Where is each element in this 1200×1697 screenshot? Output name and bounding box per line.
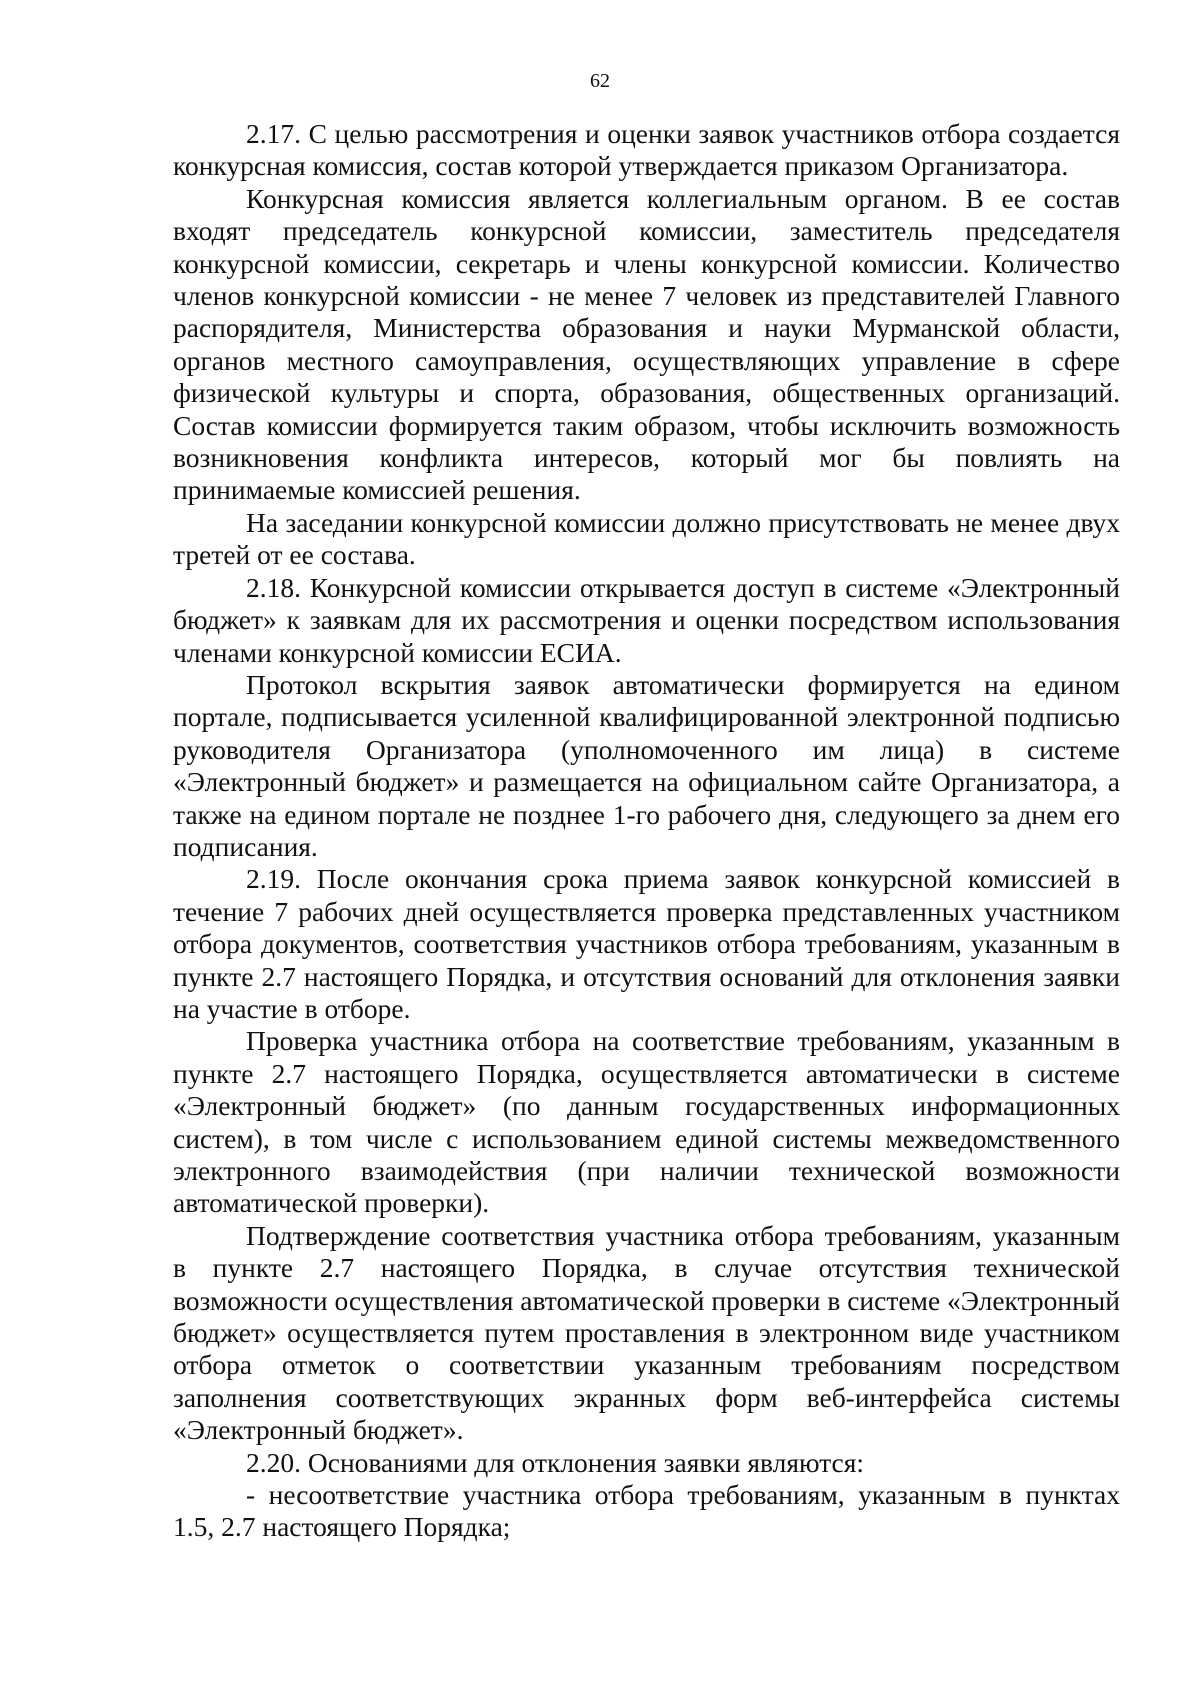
document-body	[173, 118, 1120, 1544]
paragraph-quorum: На заседании конкурсной комиссии должно присутствовать не менее двух третей от ее состава.	[173, 506, 1120, 571]
paragraph-2-18: 2.18. Конкурсной комиссии открывается доступ в системе «Электронный бюджет» к заявкам для их рассмотрения и оценки посредством использования членами конкурсной комиссии ЕСИА.	[173, 571, 1120, 668]
paragraph-opening-protocol: Протокол вскрытия заявок автоматически формируется на едином портале, подписывается усиленной квалифицированной электронной подписью руководителя Организатора (уполномоченного им лица) в системе «Электронный бюджет» и размещается на официальном сайте Организатора, а также на едином портале не позднее 1-го рабочего дня, следующего за днем его подписания.	[173, 668, 1120, 862]
paragraph-confirmation: Подтверждение соответствия участника отбора требованиям, указанным в пункте 2.7 настоящего Порядка, в случае отсутствия технической возможности осуществления автоматической проверки в системе «Электронный бюджет» осуществляется путем проставления в электронном виде участником отбора отметок о соответствии указанным требованиям посредством заполнения соответствующих экранных форм веб-интерфейса системы «Электронный бюджет».	[173, 1219, 1120, 1446]
paragraph-2-19: 2.19. После окончания срока приема заявок конкурсной комиссией в течение 7 рабочих дней осуществляется проверка представленных участником отбора документов, соответствия участников отбора требованиям, указанным в пункте 2.7 настоящего Порядка, и отсутствия оснований для отклонения заявки на участие в отборе.	[173, 863, 1120, 1024]
paragraph-commission-composition: Конкурсная комиссия является коллегиальным органом. В ее состав входят председатель конкурсной комиссии, заместитель председателя конкурсной комиссии, секретарь и члены конкурсной комиссии. Количество членов конкурсной комиссии - не менее 7 человек из представителей Главного распорядителя, Министерства образования и науки Мурманской области, органов местного самоуправления, осуществляющих управление в сфере физической культуры и спорта, образования, общественных организаций. Состав комиссии формируется таким образом, чтобы исключить возможность возникновения конфликта интересов, который мог бы повлиять на принимаемые комиссией решения.	[173, 182, 1120, 506]
list-item-rejection-ground: - несоответствие участника отбора требованиям, указанным в пунктах 1.5, 2.7 настоящего Порядка;	[173, 1479, 1120, 1543]
paragraph-2-17: 2.17. С целью рассмотрения и оценки заявок участников отбора создается конкурсная комиссия, состав которой утверждается приказом Организатора.	[173, 118, 1120, 182]
paragraph-2-20: 2.20. Основаниями для отклонения заявки являются:	[246, 1446, 864, 1478]
paragraph-automatic-check: Проверка участника отбора на соответствие требованиям, указанным в пункте 2.7 настоящего Порядка, осуществляется автоматически в системе «Электронный бюджет» (по данным государственных информационных систем), в том числе с использованием единой системы межведомственного электронного взаимодействия (при наличии технической возможности автоматической проверки).	[173, 1025, 1120, 1219]
page-number: 62	[590, 70, 610, 92]
